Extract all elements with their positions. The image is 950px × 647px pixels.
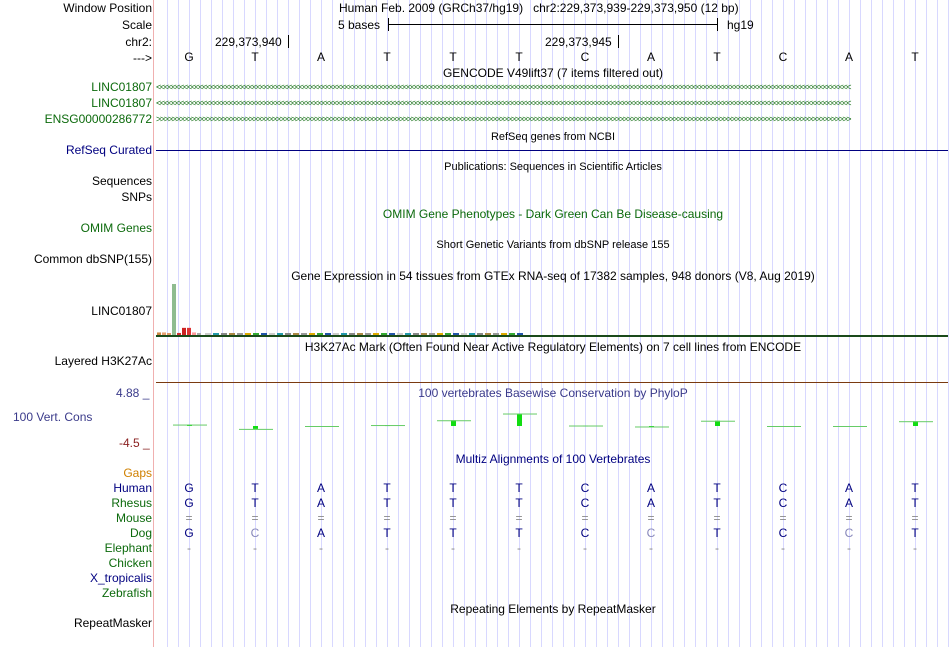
aligned-base: -: [715, 541, 719, 555]
species-label[interactable]: Zebrafish: [101, 586, 152, 600]
aligned-base: =: [383, 511, 391, 525]
position-tick-2: [618, 35, 619, 48]
gtex-tissue-bar: [429, 333, 435, 335]
aligned-base: T: [449, 496, 457, 510]
h3k27ac-label[interactable]: Layered H3K27Ac: [54, 354, 152, 368]
db-text: hg19: [727, 18, 754, 32]
scale-label: Scale: [121, 18, 152, 32]
sequence-base: T: [713, 50, 721, 64]
aligned-base: C: [778, 526, 788, 540]
species-label[interactable]: Chicken: [108, 556, 152, 570]
gtex-tissue-bar: [389, 333, 395, 335]
phylop-cap: [569, 426, 603, 427]
aligned-base: A: [844, 496, 853, 510]
aligned-base: G: [184, 526, 194, 540]
omim-track-title[interactable]: OMIM Gene Phenotypes - Dark Green Can Be Disease-causing: [382, 207, 724, 221]
sequences-label[interactable]: Sequences: [91, 174, 152, 188]
aligned-base: T: [383, 496, 391, 510]
aligned-base: G: [184, 496, 194, 510]
gtex-tissue-bar: [253, 333, 259, 335]
repeat-track-title[interactable]: Repeating Elements by RepeatMasker: [450, 602, 656, 616]
refseq-gene-line[interactable]: [156, 150, 948, 151]
gencode-item-label[interactable]: LINC01807: [91, 96, 152, 110]
phylop-cap: [305, 426, 339, 427]
aligned-base: -: [583, 541, 587, 555]
gtex-tissue-bar: [469, 333, 475, 335]
position-tick-1: [288, 35, 289, 48]
phylop-cap: [899, 421, 933, 422]
sequence-base: A: [316, 50, 325, 64]
scale-bar: [388, 24, 718, 25]
aligned-base: C: [580, 526, 590, 540]
refseq-track-title[interactable]: RefSeq genes from NCBI: [490, 131, 616, 143]
aligned-base: =: [317, 511, 325, 525]
aligned-base: =: [845, 511, 853, 525]
refseq-label[interactable]: RefSeq Curated: [65, 143, 152, 157]
position-label-2: 229,373,945: [545, 35, 612, 49]
aligned-base: C: [778, 496, 788, 510]
gencode-transcript[interactable]: >>>>>>>>>>>>>>>>>>>>>>>>>>>>>>>>>>>>>>>>>>>>>>>>>>>>>>>>>>>>>>>>>>>>>>>>>>>>>>>>>>>>>>>>>>>>>>>>>>>>>>>>>>>>>>>>>>>>>>>>>>>>>>>>>>>>>>>>>>>>>>>>>>>>>>>>>>>>>>>>>>>>>>>>>>>>>>>>>>>>: [156, 114, 851, 124]
aligned-base: -: [319, 541, 323, 555]
aligned-base: T: [713, 481, 721, 495]
sequence-base: T: [449, 50, 457, 64]
gtex-tissue-bar: [172, 284, 176, 335]
aligned-base: T: [383, 526, 391, 540]
aligned-base: =: [251, 511, 259, 525]
aligned-base: T: [251, 481, 259, 495]
aligned-base: -: [187, 541, 191, 555]
gtex-tissue-bar: [349, 333, 355, 335]
species-label[interactable]: Mouse: [115, 511, 152, 525]
sequence-base: C: [778, 50, 788, 64]
aligned-base: T: [449, 526, 457, 540]
aligned-base: T: [515, 481, 523, 495]
aligned-base: -: [913, 541, 917, 555]
sequence-base: T: [383, 50, 391, 64]
gtex-tissue-bar: [245, 333, 251, 335]
gtex-tissue-bar: [485, 333, 491, 335]
aligned-base: A: [316, 526, 325, 540]
gtex-tissue-bar: [237, 333, 243, 335]
aligned-base: A: [844, 481, 853, 495]
gtex-tissue-bar: [205, 333, 211, 335]
aligned-base: T: [911, 526, 919, 540]
aligned-base: =: [581, 511, 589, 525]
position-label-1: 229,373,940: [215, 35, 282, 49]
dbsnp-label[interactable]: Common dbSNP(155): [33, 252, 152, 266]
gtex-tissue-bar: [509, 333, 515, 335]
aligned-base: T: [713, 496, 721, 510]
snps-label[interactable]: SNPs: [121, 190, 152, 204]
phylop-cap: [173, 425, 207, 426]
gtex-tissue-bar: [182, 328, 186, 335]
gtex-tissue-bar: [357, 333, 363, 335]
aligned-base: -: [847, 541, 851, 555]
phylop-bar: [517, 414, 522, 426]
gencode-track-title[interactable]: GENCODE V49lift37 (7 items filtered out): [442, 66, 664, 80]
species-label[interactable]: X_tropicalis: [89, 571, 152, 585]
aligned-base: T: [449, 481, 457, 495]
gaps-label[interactable]: Gaps: [123, 466, 152, 480]
h3k27ac-signal-line: [156, 382, 948, 383]
aligned-base: T: [515, 496, 523, 510]
gtex-tissue-bar: [413, 333, 419, 335]
aligned-base: T: [713, 526, 721, 540]
aligned-base: -: [385, 541, 389, 555]
window-position-label: Window Position: [63, 1, 152, 15]
aligned-base: T: [383, 481, 391, 495]
phylop-cap: [503, 414, 537, 415]
gtex-tissue-bar: [501, 333, 507, 335]
phylop-cap: [371, 425, 405, 426]
sequence-base: T: [515, 50, 523, 64]
sequence-base: T: [911, 50, 919, 64]
sequence-base: A: [844, 50, 853, 64]
aligned-base: =: [449, 511, 457, 525]
h3k27ac-track-title[interactable]: H3K27Ac Mark (Often Found Near Active Regulatory Elements) on 7 cell lines from ENCODE: [304, 340, 802, 354]
guide-line: [948, 0, 949, 647]
omim-label[interactable]: OMIM Genes: [80, 221, 152, 235]
species-label[interactable]: Dog: [129, 526, 152, 540]
gtex-tissue-bar: [325, 333, 331, 335]
phylop-track-title[interactable]: 100 vertebrates Basewise Conservation by PhyloP: [418, 386, 688, 400]
gencode-transcript[interactable]: <<<<<<<<<<<<<<<<<<<<<<<<<<<<<<<<<<<<<<<<<<<<<<<<<<<<<<<<<<<<<<<<<<<<<<<<<<<<<<<<<<<<<<<<<<<<<<<<<<<<<<<<<<<<<<<<<<<<<<<<<<<<<<<<<<<<<<<<<<<<<<<<<<<<<<<<<<<<<<<<<<<<<<<<<<<<<<<<<<<<: [156, 82, 851, 92]
phylop-bar: [253, 426, 258, 429]
gtex-tissue-bar: [157, 332, 161, 335]
sequence-base: G: [184, 50, 194, 64]
aligned-base: -: [253, 541, 257, 555]
phylop-cap: [437, 420, 471, 421]
aligned-base: A: [646, 496, 655, 510]
gtex-baseline: [156, 335, 948, 337]
aligned-base: T: [515, 526, 523, 540]
phylop-label[interactable]: 100 Vert. Cons: [13, 410, 93, 424]
gtex-tissue-bar: [341, 333, 347, 335]
phylop-cap: [701, 421, 735, 422]
aligned-base: C: [580, 496, 590, 510]
scale-bar-right-tick: [717, 18, 718, 31]
aligned-base: =: [185, 511, 193, 525]
aligned-base: =: [647, 511, 655, 525]
gtex-label[interactable]: LINC01807: [91, 304, 152, 318]
gtex-tissue-bar: [381, 333, 387, 335]
gtex-tissue-bar: [167, 333, 171, 335]
aligned-base: =: [779, 511, 787, 525]
gtex-tissue-bar: [437, 333, 443, 335]
aligned-base: =: [713, 511, 721, 525]
gencode-item-label[interactable]: ENSG00000286772: [44, 112, 152, 126]
gtex-tissue-bar: [453, 333, 459, 335]
gtex-tissue-bar: [269, 333, 275, 335]
phylop-cap: [239, 429, 273, 430]
gtex-tissue-bar: [397, 333, 403, 335]
gencode-item-label[interactable]: LINC01807: [91, 80, 152, 94]
aligned-base: C: [580, 481, 590, 495]
gtex-tissue-bar: [229, 333, 235, 335]
gtex-tissue-bar: [261, 333, 267, 335]
gtex-tissue-bar: [461, 333, 467, 335]
aligned-base: A: [646, 481, 655, 495]
species-label[interactable]: Human: [113, 481, 152, 495]
sequence-base: C: [580, 50, 590, 64]
sequence-base: A: [646, 50, 655, 64]
phylop-cap: [767, 426, 801, 427]
aligned-base: T: [911, 496, 919, 510]
gtex-tissue-bar: [333, 333, 339, 335]
aligned-base: G: [184, 481, 194, 495]
gtex-tissue-bar: [192, 332, 196, 335]
gtex-tissue-bar: [373, 333, 379, 335]
aligned-base: A: [316, 481, 325, 495]
phylop-min-label: -4.5 _: [119, 436, 150, 450]
repeatmasker-label[interactable]: RepeatMasker: [73, 616, 152, 630]
gtex-tissue-bar: [293, 333, 299, 335]
aligned-base: -: [649, 541, 653, 555]
gtex-tissue-bar: [445, 333, 451, 335]
aligned-base: -: [451, 541, 455, 555]
aligned-base: C: [646, 526, 656, 540]
sequence-base: T: [251, 50, 259, 64]
scale-bar-left-tick: [388, 18, 389, 31]
gtex-tissue-bar: [317, 333, 323, 335]
aligned-base: =: [515, 511, 523, 525]
aligned-base: C: [844, 526, 854, 540]
aligned-base: T: [911, 481, 919, 495]
gtex-tissue-bar: [187, 328, 191, 335]
chr-label: chr2:: [125, 35, 152, 49]
phylop-cap: [635, 426, 669, 427]
aligned-base: C: [778, 481, 788, 495]
gtex-tissue-bar: [493, 333, 499, 335]
gtex-tissue-bar: [405, 333, 411, 335]
gtex-tissue-bar: [301, 333, 307, 335]
multiz-track-title[interactable]: Multiz Alignments of 100 Vertebrates: [455, 452, 651, 466]
aligned-base: -: [781, 541, 785, 555]
aligned-base: T: [251, 496, 259, 510]
gtex-tissue-bar: [421, 333, 427, 335]
gtex-tissue-bar: [162, 332, 166, 335]
gtex-tissue-bar: [221, 333, 227, 335]
species-label[interactable]: Rhesus: [111, 496, 152, 510]
aligned-base: A: [316, 496, 325, 510]
phylop-cap: [833, 426, 867, 427]
dbsnp-track-title[interactable]: Short Genetic Variants from dbSNP release 155: [436, 239, 670, 251]
scale-text: 5 bases: [338, 18, 381, 32]
strand-arrow-label: --->: [133, 51, 152, 65]
aligned-base: C: [250, 526, 260, 540]
assembly-title: Human Feb. 2009 (GRCh37/hg19) chr2:229,373,939-229,373,950 (12 bp): [339, 1, 739, 15]
publications-track-title[interactable]: Publications: Sequences in Scientific Articles: [444, 161, 662, 173]
gtex-tissue-bar: [213, 333, 219, 335]
gtex-tissue-bar: [309, 333, 315, 335]
gtex-tissue-bar: [197, 333, 201, 335]
gtex-track-title[interactable]: Gene Expression in 54 tissues from GTEx RNA-seq of 17382 samples, 948 donors (V8, Aug 2019): [291, 269, 815, 283]
gtex-tissue-bar: [277, 333, 283, 335]
gencode-transcript[interactable]: <<<<<<<<<<<<<<<<<<<<<<<<<<<<<<<<<<<<<<<<<<<<<<<<<<<<<<<<<<<<<<<<<<<<<<<<<<<<<<<<<<<<<<<<<<<<<<<<<<<<<<<<<<<<<<<<<<<<<<<<<<<<<<<<<<<<<<<<<<<<<<<<<<<<<<<<<<<<<<<<<<<<<<<<<<<<<<<<<<<<: [156, 98, 851, 108]
gtex-tissue-bar: [365, 333, 371, 335]
gtex-tissue-bar: [477, 333, 483, 335]
gtex-tissue-bar: [517, 333, 523, 335]
aligned-base: =: [911, 511, 919, 525]
species-label[interactable]: Elephant: [104, 541, 152, 555]
gtex-tissue-bar: [285, 333, 291, 335]
aligned-base: -: [517, 541, 521, 555]
gtex-tissue-bar: [177, 333, 181, 335]
phylop-max-label: 4.88 _: [116, 386, 150, 400]
